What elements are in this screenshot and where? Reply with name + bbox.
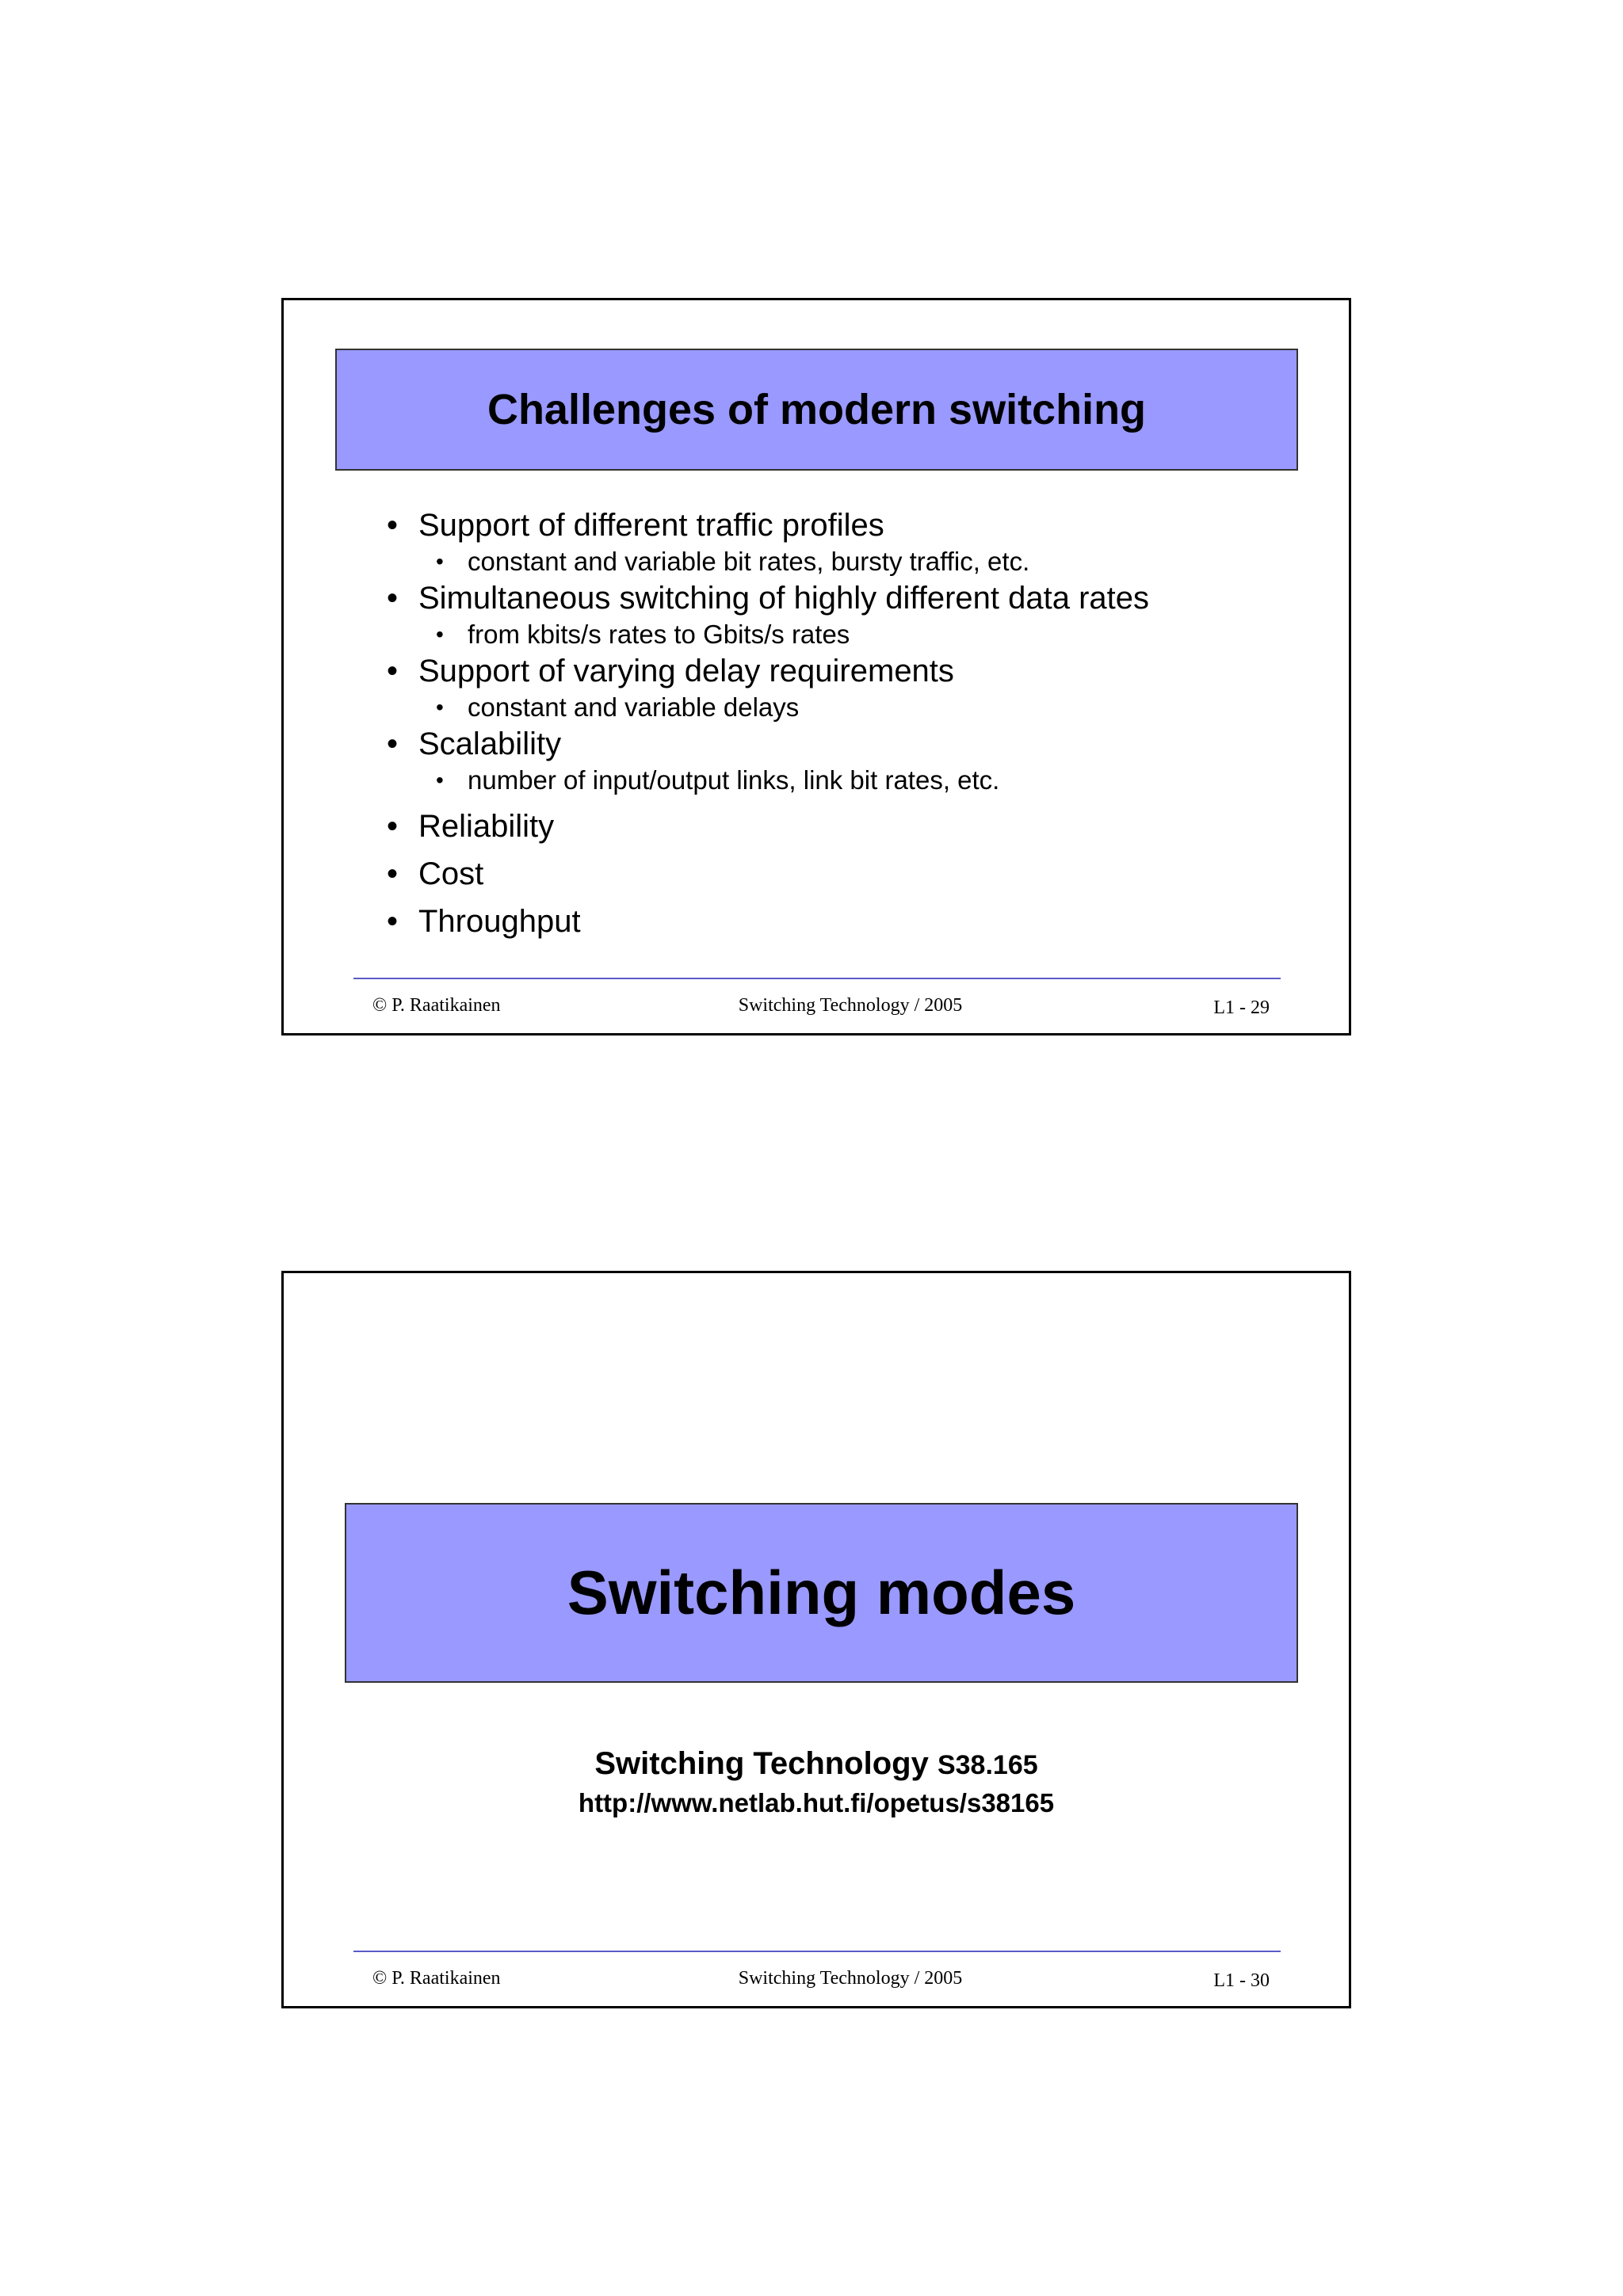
footer-course: Switching Technology / 2005 [738, 1968, 963, 1989]
slide-30 [281, 1271, 1351, 2008]
sub-bullet-item: • constant and variable bit rates, bursty traffic, etc. [436, 544, 1298, 579]
bullet-item: • Throughput [387, 902, 1298, 940]
bullet-item: • Simultaneous switching of highly different data rates [387, 579, 1298, 617]
footer-divider [353, 1951, 1281, 1952]
course-url: http://www.netlab.hut.fi/opetus/s38165 [578, 1788, 1055, 1817]
slide-title-box [335, 349, 1298, 471]
slide-title-box [345, 1503, 1298, 1683]
bullet-list [387, 506, 1298, 940]
sub-bullet-item: • from kbits/s rates to Gbits/s rates [436, 617, 1298, 652]
footer-page-number: L1 - 29 [1213, 997, 1270, 1018]
course-name [284, 1746, 1349, 1782]
sub-bullet-item: • number of input/output links, link bit rates, etc. [436, 763, 1298, 798]
footer-author: © P. Raatikainen [372, 1968, 501, 1989]
footer-author: © P. Raatikainen [372, 995, 501, 1016]
slide-29 [281, 298, 1351, 1035]
course-title: Switching Technology [594, 1746, 938, 1781]
bullet-item: • Scalability [387, 725, 1298, 763]
course-code: S38.165 [937, 1750, 1038, 1780]
bullet-item: • Cost [387, 855, 1298, 893]
slide-title: Switching modes [567, 1558, 1076, 1627]
slide-title: Challenges of modern switching [487, 386, 1147, 433]
bullet-item: • Support of varying delay requirements [387, 652, 1298, 690]
footer-page-number: L1 - 30 [1213, 1970, 1270, 1991]
sub-bullet-item: • constant and variable delays [436, 690, 1298, 725]
bullet-item: • Reliability [387, 807, 1298, 845]
footer-divider [353, 978, 1281, 979]
bullet-item: • Support of different traffic profiles [387, 506, 1298, 544]
footer-course: Switching Technology / 2005 [738, 995, 963, 1016]
